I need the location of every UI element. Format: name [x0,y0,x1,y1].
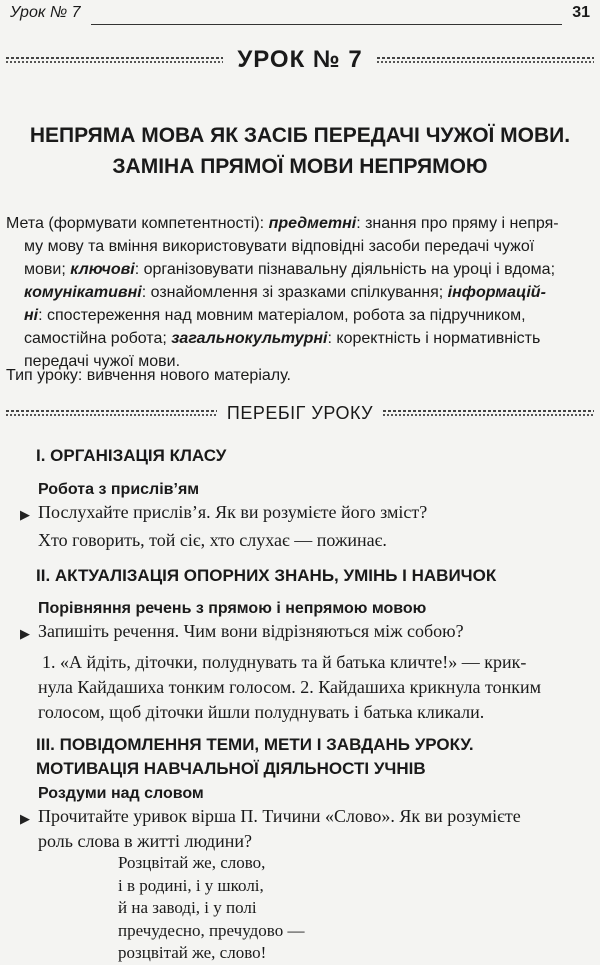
course-title: ПЕРЕБІГ УРОКУ [226,402,374,423]
course-banner [6,401,594,425]
section-3-heading-2: МОТИВАЦІЯ НАВЧАЛЬНОЇ ДІЯЛЬНОСТІ УЧНІВ [36,759,426,778]
section-3-subheading: Роздуми над словом [38,785,204,802]
task-arrow-icon: ▶ [20,811,30,826]
goal-line-5: ні: спостереження над мовним матеріалом, робота за підручником, [24,307,526,324]
topic-title [0,120,600,182]
section-1-subheading: Робота з прислів’ям [38,481,200,498]
page-number: 31 [572,4,590,21]
lesson-title: УРОК № 7 [237,46,363,73]
section-2-subheading: Порівняння речень з прямою і непрямою мовою [38,600,427,617]
header-rule [91,2,563,25]
goal-line-6: самостійна робота; загальнокультурні: коректність і нормативність [24,330,541,347]
example-line-1: 1. «А йдіть, діточки, полуднувать та й батька кличте!» — крик- [42,652,527,672]
proverb: Хто говорить, той сіє, хто слухає — пожинає. [38,530,387,550]
course-ornament-left [6,408,217,418]
section-3-heading-1: III. ПОВІДОМЛЕННЯ ТЕМИ, МЕТИ І ЗАВДАНЬ УРОКУ. [36,735,474,754]
goal-line-3: мови; ключові: організовувати пізнавальну діяльність на уроці і вдома; [24,261,556,278]
poem-line: пречудесно, пречудово — [118,920,305,940]
example-line-2: нула Кайдашиха тонким голосом. 2. Кайдашиха крикнула тонким [38,677,542,697]
goal-line-2: му мову та вміння використовувати відповідні засоби передачі чужої [24,238,535,255]
poem-line: й на заводі, і у полі [118,898,257,917]
topic-line-1: НЕПРЯМА МОВА ЯК ЗАСІБ ПЕРЕДАЧІ ЧУЖОЇ МОВИ. [29,124,571,147]
task-arrow-icon: ▶ [20,626,30,641]
poem [118,852,304,965]
poem-line: розцвітай же, слово! [118,943,267,962]
running-head [10,2,590,32]
course-ornament-right [383,408,594,418]
example-sentences [38,650,590,725]
lesson-goal [6,212,592,373]
section-3-task-1: Прочитайте уривок вірша П. Тичини «Слово». Як ви розумієте [38,806,521,826]
section-1-task: Послухайте прислів’я. Як ви розумієте його зміст? [38,502,428,522]
section-3-task-2: роль слова в житті людини? [38,831,253,851]
poem-line: Розцвітай же, слово, [118,853,266,872]
goal-line-7: передачі чужої мови. [24,353,181,370]
poem-line: і в родині, і у школі, [118,875,264,895]
ornament-left [6,55,223,65]
lesson-banner [6,44,594,76]
section-2-heading: II. АКТУАЛІЗАЦІЯ ОПОРНИХ ЗНАНЬ, УМІНЬ І НАВИЧОК [36,566,497,585]
lesson-type: Тип уроку: вивчення нового матеріалу. [6,367,291,384]
topic-line-2: ЗАМІНА ПРЯМОЇ МОВИ НЕПРЯМОЮ [112,155,488,178]
ornament-right [377,55,594,65]
task-arrow-icon: ▶ [20,507,30,522]
example-line-3: голосом, щоб діточки йшли полуднувать і батька кликали. [38,702,485,722]
section-1-heading: I. ОРГАНІЗАЦІЯ КЛАСУ [36,446,227,465]
running-title: Урок № 7 [10,4,81,21]
goal-line-1: Мета (формувати компетентності): предметні: знання про пряму і непря- [6,215,559,232]
goal-line-4: комунікативні: ознайомлення зі зразками спілкування; інформацій- [24,284,546,301]
section-2-task: Запишіть речення. Чим вони відрізняються між собою? [38,621,464,641]
